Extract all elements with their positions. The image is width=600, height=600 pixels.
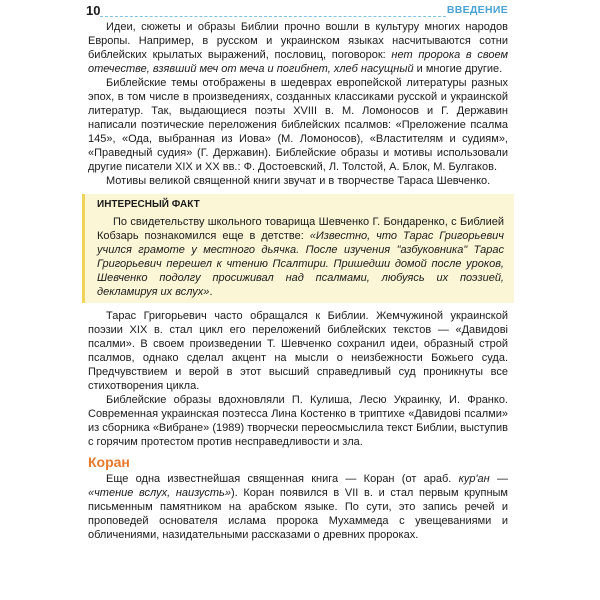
koran-heading: Коран bbox=[88, 454, 130, 470]
page-content bbox=[88, 20, 508, 542]
shevchenko-paragraph-2: Библейские образы вдохновляли П. Кулиша, Лесю Украинку, И. Франко. Современная украинская поэтесса Лина Костенко в триптихе «Давидові псалми» из сборника «Вибране» (1989) творчески переосмыслила текст Библии, выступив с горячим протестом против несправедливости и зла. bbox=[88, 394, 508, 448]
intro-paragraph-2: Библейские темы отображены в шедеврах европейской литературы разных эпох, в том числе в произведениях, созданных классиками русской и украинской литератур. Так, выдающиеся поэты XVIII в. М. Ломоносов и Г. Державин написали поэтические переложения библейских псалмов: «Преложение псалма 145», «Ода, выбранная из Иова» (М. Ломоносов), «Властителям и судиям», «Праведный судия» (Г. Державин). Библейские образы и мотивы использовали другие писатели XIX и XX вв.: Ф. Достоевский, Л. Толстой, А. Блок, М. Булгаков. bbox=[88, 77, 508, 173]
section-title: ВВЕДЕНИЕ bbox=[446, 4, 508, 16]
fact-box-quote: «Известно, что Тарас Григорьевич учился грамоте у местного дьячка. После изучения "азбуковника" Тарас Григорьевич перешел к чтению Псалтири. Пришедши домой после уроков, Шевченко подолгу просиживал над псалмами, любуясь их поэзией, декламируя их вслух» bbox=[97, 230, 504, 298]
fact-box-text: По свидетельству школьного товарища Шевченко Г. Бондаренко, с Библией Кобзарь познакомился еще в детстве: «Известно, что Тарас Григорьевич учился грамоте у местного дьячка. После изучения "азбуковника" Тарас Григорьевич перешел к чтению Псалтири. Пришедши домой после уроков, Шевченко подолгу просиживал над псалмами, любуясь их поэзией, декламируя их вслух». bbox=[97, 216, 504, 298]
proverbs-quote: нет пророка в своем отечестве, взявший меч от меча и погибнет, хлеб насущный bbox=[88, 49, 509, 75]
shevchenko-paragraph-1: Тарас Григорьевич часто обращался к Библии. Жемчужиной украинской поэзии XIX в. стал цикл его переложений библейских текстов — «Давидові псалми». В своем произведении Т. Шевченко сохранил идеи, образный строй псалмов, однако сделал акцент на мысли о неизбежности Божьего суда. Предчувствием и верой в этот высший справедливый суд проникнуты все стихотворения цикла. bbox=[88, 310, 508, 392]
header-rule bbox=[100, 16, 446, 17]
intro-paragraph-3: Мотивы великой священной книги звучат и в творчестве Тараса Шевченко. bbox=[106, 175, 491, 187]
page-number: 10 bbox=[86, 3, 101, 18]
interesting-fact-box bbox=[82, 194, 514, 303]
koran-paragraph: Еще одна известнейшая священная книга — Коран (от араб. кур'ан — «чтение вслух, наизусть»). Коран появился в VII в. и стал первым крупным письменным памятником на арабском языке. По сути, это запись речей и проповедей основателя ислама пророка Мухаммеда с увещеваниями и обличениями, назидательными рассказами о древних пророках. bbox=[88, 473, 508, 541]
fact-box-title: ИНТЕРЕСНЫЙ ФАКТ bbox=[97, 199, 200, 210]
intro-paragraph-1: Идеи, сюжеты и образы Библии прочно вошли в культуру многих народов Европы. Например, в русском и украинском языках насчитываются сотни библейских крылатых выражений, пословиц, поговорок: нет пророка в своем отечестве, взявший меч от меча и погибнет, хлеб насущный и многие другие. bbox=[88, 21, 509, 75]
